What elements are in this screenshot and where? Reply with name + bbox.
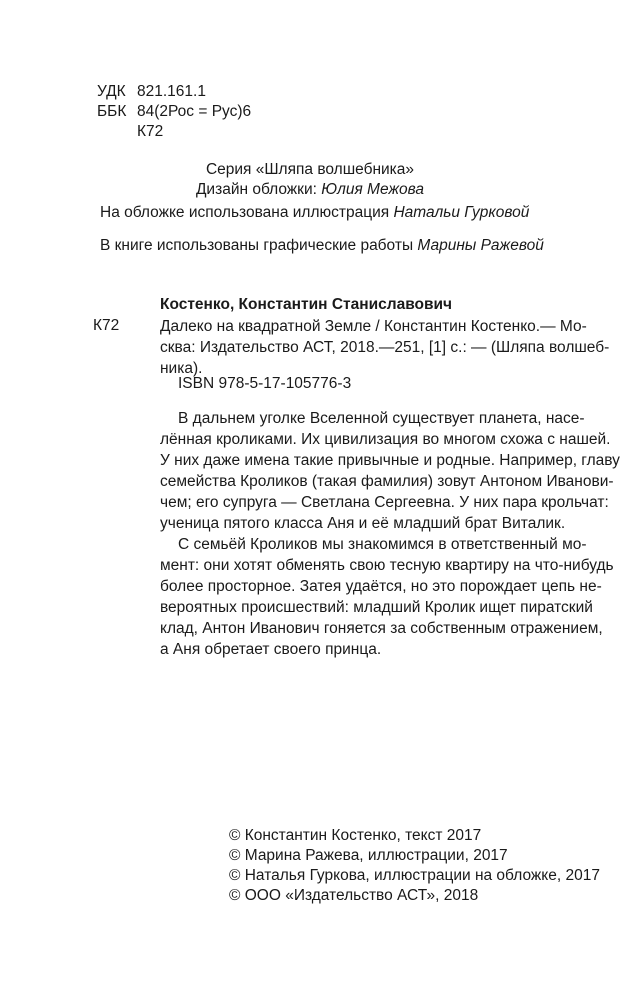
bbk-value: 84(2Рос = Рус)6 bbox=[137, 103, 252, 120]
copyright-line: © ООО «Издательство АСТ», 2018 bbox=[229, 887, 479, 904]
author-code-row bbox=[97, 122, 397, 142]
bbk-label: ББК bbox=[97, 103, 127, 120]
annotation-line: чем; его супруга — Светлана Сергеевна. У них пара крольчат: bbox=[160, 494, 609, 511]
annotation-line: У них даже имена такие привычные и родные. Например, главу bbox=[160, 452, 620, 469]
udk-row bbox=[97, 82, 397, 102]
udk-label: УДК bbox=[97, 83, 126, 100]
series-line bbox=[100, 160, 520, 180]
classification-block bbox=[97, 82, 397, 142]
annotation-line: лённая кроликами. Их цивилизация во многом схожа с нашей. bbox=[160, 431, 611, 448]
series-name: «Шляпа волшебника» bbox=[255, 161, 415, 178]
description-code: К72 bbox=[93, 317, 120, 334]
bbk-row bbox=[97, 102, 397, 122]
annotation-line: вероятных происшествий: младший Кролик ищет пиратский bbox=[160, 599, 593, 616]
author-name: Костенко, Константин Станиславович bbox=[160, 296, 453, 313]
copyright-line: © Марина Ражева, иллюстрации, 2017 bbox=[229, 847, 508, 864]
cover-illustration-prefix: На обложке использована иллюстрация bbox=[100, 204, 394, 221]
annotation-line: С семьёй Кроликов мы знакомимся в ответственный мо- bbox=[178, 536, 587, 553]
author-code: К72 bbox=[137, 123, 164, 140]
annotation-line: более просторное. Затея удаётся, но это порождает цепь не- bbox=[160, 578, 602, 595]
graphics-line bbox=[100, 236, 544, 256]
cover-illustration-line bbox=[100, 203, 530, 223]
annotation-line: семейства Кроликов (такая фамилия) зовут Антоном Иванови- bbox=[160, 473, 614, 490]
graphics-name: Марины Ражевой bbox=[417, 237, 544, 254]
bibliographic-record bbox=[93, 294, 610, 379]
copyright-line: © Константин Костенко, текст 2017 bbox=[229, 827, 482, 844]
annotation bbox=[160, 408, 620, 660]
cover-illustration-name: Натальи Гурковой bbox=[393, 204, 530, 221]
cover-design-prefix: Дизайн обложки: bbox=[195, 181, 322, 198]
annotation-line: В дальнем уголке Вселенной существует планета, насе- bbox=[178, 410, 585, 427]
description-row bbox=[93, 316, 610, 379]
description-text bbox=[160, 316, 610, 379]
copyright-line: © Наталья Гуркова, иллюстрации на обложке, 2017 bbox=[229, 867, 600, 884]
graphics-prefix: В книге использованы графические работы bbox=[100, 237, 418, 254]
series-prefix: Серия bbox=[205, 161, 256, 178]
udk-value: 821.161.1 bbox=[137, 83, 206, 100]
copyright-block bbox=[229, 826, 600, 906]
description-line: ника). bbox=[160, 360, 203, 377]
description-line: сква: Издательство АСТ, 2018.—251, [1] с.: — (Шляпа волшеб- bbox=[160, 339, 610, 356]
annotation-line: а Аня обретает своего принца. bbox=[160, 641, 382, 658]
isbn: ISBN 978-5-17-105776-3 bbox=[178, 375, 352, 392]
cover-design-line bbox=[100, 180, 520, 200]
annotation-line: ученица пятого класса Аня и её младший брат Виталик. bbox=[160, 515, 566, 532]
annotation-line: мент: они хотят обменять свою тесную квартиру на что-нибудь bbox=[160, 557, 614, 574]
description-line: Далеко на квадратной Земле / Константин Костенко.— Мо- bbox=[160, 318, 587, 335]
cover-design-name: Юлия Межова bbox=[321, 181, 425, 198]
annotation-line: клад, Антон Иванович гоняется за собственным отражением, bbox=[160, 620, 603, 637]
